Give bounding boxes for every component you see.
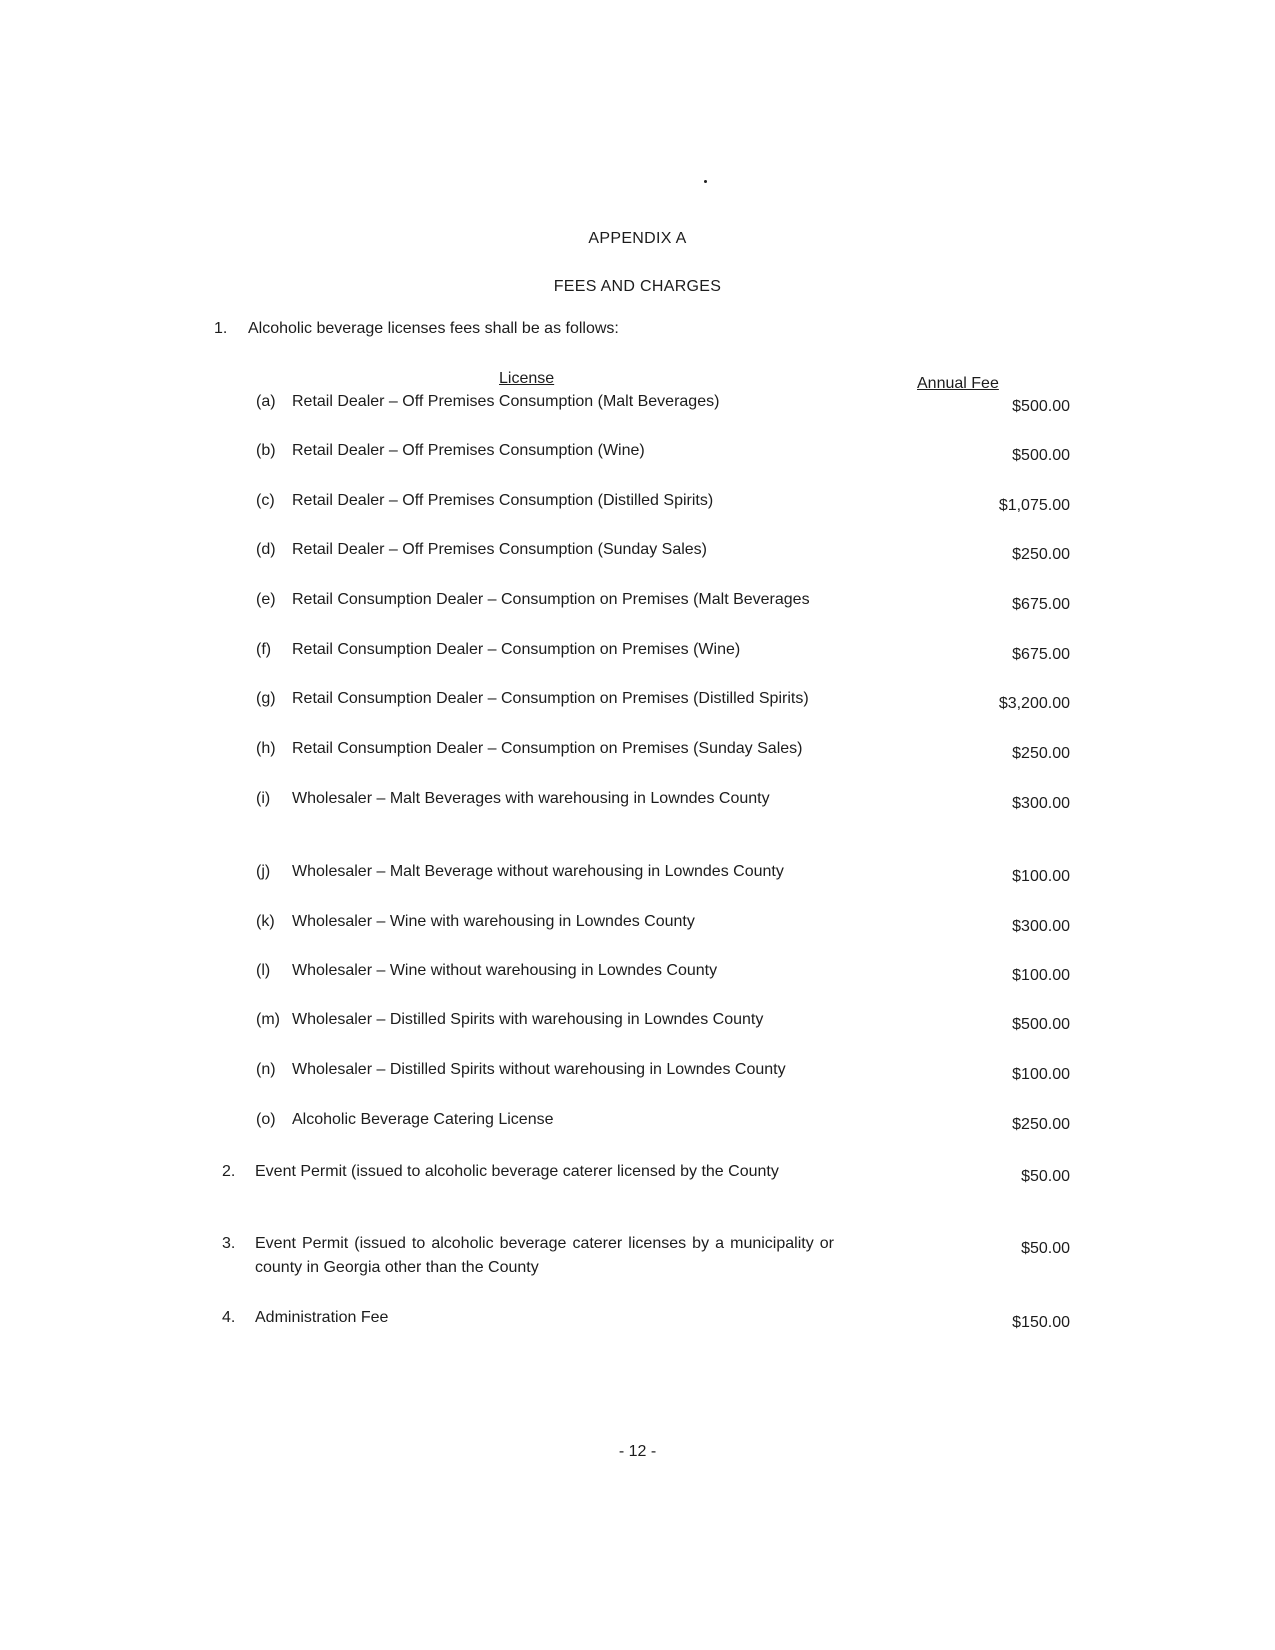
license-letter: (d): [256, 541, 276, 558]
license-description: Retail Dealer – Off Premises Consumption (Malt Beverages): [292, 393, 720, 410]
license-description: Retail Consumption Dealer – Consumption on Premises (Distilled Spirits): [292, 690, 809, 707]
item-fee: $50.00: [1021, 1168, 1070, 1185]
license-fee: $100.00: [1012, 1066, 1070, 1083]
license-fee: $100.00: [1012, 967, 1070, 984]
license-description: Wholesaler – Distilled Spirits without warehousing in Lowndes County: [292, 1061, 786, 1078]
license-fee: $300.00: [1012, 918, 1070, 935]
item-description: Administration Fee: [255, 1309, 389, 1326]
license-letter: (a): [256, 393, 276, 410]
license-letter: (e): [256, 591, 276, 608]
section-heading: FEES AND CHARGES: [553, 278, 722, 295]
license-fee: $300.00: [1012, 795, 1070, 812]
section-1-number: 1.: [214, 320, 228, 337]
license-description: Retail Dealer – Off Premises Consumption (Wine): [292, 442, 645, 459]
license-fee: $250.00: [1012, 546, 1070, 563]
license-column-header: [499, 370, 554, 388]
license-letter: (n): [256, 1061, 276, 1078]
license-description: Retail Consumption Dealer – Consumption on Premises (Malt Beverages: [292, 591, 810, 608]
license-letter: (l): [256, 962, 271, 979]
license-letter: (j): [256, 863, 271, 880]
license-description: Wholesaler – Malt Beverage without warehousing in Lowndes County: [292, 863, 784, 880]
license-fee: $500.00: [1012, 398, 1070, 415]
annual-fee-header-text: Annual Fee: [917, 375, 999, 392]
item-number: 4.: [222, 1309, 236, 1326]
license-fee: $3,200.00: [998, 695, 1070, 712]
license-description: Wholesaler – Wine with warehousing in Lowndes County: [292, 913, 695, 930]
scan-speck: [704, 180, 707, 183]
license-header-text: License: [499, 370, 555, 387]
license-description: Wholesaler – Wine without warehousing in Lowndes County: [292, 962, 718, 979]
license-letter: (h): [256, 740, 276, 757]
license-fee: $500.00: [1012, 447, 1070, 464]
license-fee: $675.00: [1012, 596, 1070, 613]
page-number: - 12 -: [618, 1443, 657, 1460]
item-description: Event Permit (issued to alcoholic beverage caterer licenses by a municipality or county in Georgia other than the County: [255, 1235, 834, 1276]
item-fee: $50.00: [1021, 1240, 1070, 1257]
license-description: Retail Consumption Dealer – Consumption on Premises (Sunday Sales): [292, 740, 803, 757]
license-letter: (k): [256, 913, 275, 930]
license-letter: (m): [256, 1011, 280, 1028]
license-description: Retail Dealer – Off Premises Consumption (Sunday Sales): [292, 541, 707, 558]
license-letter: (c): [256, 492, 275, 509]
license-description: Alcoholic Beverage Catering License: [292, 1111, 554, 1128]
license-description: Wholesaler – Malt Beverages with warehousing in Lowndes County: [292, 790, 770, 807]
license-fee: $250.00: [1012, 745, 1070, 762]
license-fee: $1,075.00: [998, 497, 1070, 514]
license-description: Wholesaler – Distilled Spirits with warehousing in Lowndes County: [292, 1011, 764, 1028]
license-letter: (g): [256, 690, 276, 707]
license-fee: $675.00: [1012, 646, 1070, 663]
item-fee: $150.00: [1012, 1314, 1070, 1331]
appendix-heading: APPENDIX A: [588, 230, 687, 247]
license-fee: $500.00: [1012, 1016, 1070, 1033]
item-number: 3.: [222, 1235, 236, 1252]
license-letter: (o): [256, 1111, 276, 1128]
item-description: Event Permit (issued to alcoholic beverage caterer licensed by the County: [255, 1163, 779, 1180]
license-description: Retail Dealer – Off Premises Consumption (Distilled Spirits): [292, 492, 714, 509]
license-letter: (i): [256, 790, 271, 807]
license-letter: (b): [256, 442, 276, 459]
section-1-text: Alcoholic beverage licenses fees shall be as follows:: [248, 320, 619, 337]
license-description: Retail Consumption Dealer – Consumption on Premises (Wine): [292, 641, 741, 658]
item-number: 2.: [222, 1163, 236, 1180]
license-letter: (f): [256, 641, 272, 658]
license-fee: $100.00: [1012, 868, 1070, 885]
license-fee: $250.00: [1012, 1116, 1070, 1133]
annual-fee-column-header: [917, 375, 999, 393]
